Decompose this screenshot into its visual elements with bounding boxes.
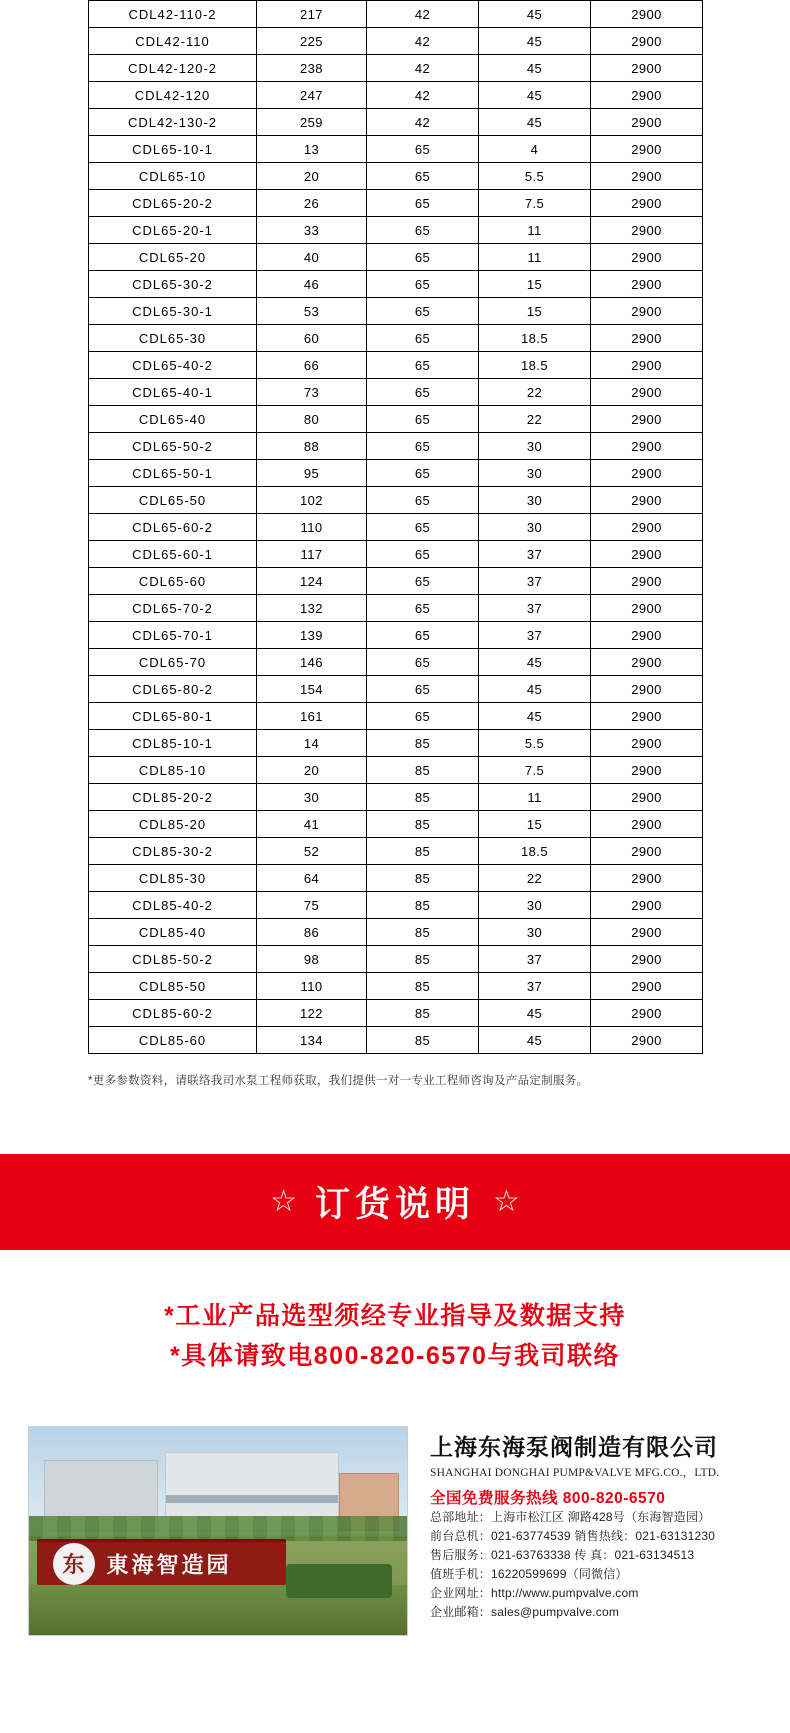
cell-value: 20	[257, 757, 367, 784]
cell-model: CDL85-60	[89, 1027, 257, 1054]
cell-value: 225	[257, 28, 367, 55]
cell-value: 60	[257, 325, 367, 352]
cell-model: CDL65-20-2	[89, 190, 257, 217]
after-sales-line: 售后服务：021-63763338 传 真：021-63134513	[430, 1548, 695, 1562]
cell-value: 73	[257, 379, 367, 406]
entrance-wall	[37, 1539, 286, 1585]
cell-value: 2900	[591, 514, 703, 541]
cell-value: 53	[257, 298, 367, 325]
company-footer	[0, 1416, 790, 1658]
cell-value: 2900	[591, 28, 703, 55]
table-row	[89, 325, 703, 352]
company-website[interactable]: 企业网址：http://www.pumpvalve.com	[430, 1586, 639, 1600]
cell-value: 80	[257, 406, 367, 433]
cell-value: 65	[367, 622, 479, 649]
table-row	[89, 352, 703, 379]
cell-value: 2900	[591, 649, 703, 676]
cell-value: 85	[367, 1000, 479, 1027]
table-row	[89, 838, 703, 865]
cell-value: 11	[479, 784, 591, 811]
cell-value: 15	[479, 811, 591, 838]
cell-value: 85	[367, 973, 479, 1000]
table-row	[89, 730, 703, 757]
cell-value: 45	[479, 55, 591, 82]
cell-model: CDL65-30-1	[89, 298, 257, 325]
table-row	[89, 892, 703, 919]
cell-model: CDL65-70-2	[89, 595, 257, 622]
cell-value: 2900	[591, 946, 703, 973]
cell-value: 2900	[591, 919, 703, 946]
cell-value: 65	[367, 514, 479, 541]
cell-value: 42	[367, 82, 479, 109]
cell-model: CDL85-30	[89, 865, 257, 892]
cell-value: 86	[257, 919, 367, 946]
cell-value: 41	[257, 811, 367, 838]
table-row	[89, 487, 703, 514]
cell-value: 45	[479, 82, 591, 109]
company-email[interactable]: 企业邮箱：sales@pumpvalve.com	[430, 1605, 620, 1619]
cell-value: 2900	[591, 433, 703, 460]
cell-value: 2900	[591, 298, 703, 325]
table-row	[89, 703, 703, 730]
cell-model: CDL42-120	[89, 82, 257, 109]
cell-value: 33	[257, 217, 367, 244]
cell-value: 65	[367, 379, 479, 406]
table-row	[89, 55, 703, 82]
cell-value: 30	[257, 784, 367, 811]
cell-model: CDL85-30-2	[89, 838, 257, 865]
cell-model: CDL65-20	[89, 244, 257, 271]
wall-text: 東海智造园	[106, 1552, 232, 1578]
table-row	[89, 163, 703, 190]
cell-model: CDL42-130-2	[89, 109, 257, 136]
cell-value: 65	[367, 298, 479, 325]
cell-model: CDL65-80-2	[89, 676, 257, 703]
cell-value: 22	[479, 406, 591, 433]
table-row	[89, 136, 703, 163]
note-line-1: *工业产品选型须经专业指导及数据支持	[164, 1302, 626, 1330]
hotline: 全国免费服务热线 800-820-6570	[430, 1490, 666, 1507]
front-desk-line: 前台总机：021-63774539 销售热线：021-63131230	[430, 1529, 716, 1543]
cell-value: 110	[257, 514, 367, 541]
cell-value: 65	[367, 568, 479, 595]
cell-model: CDL42-110-2	[89, 1, 257, 28]
cell-model: CDL65-50-2	[89, 433, 257, 460]
tree-line	[29, 1516, 407, 1541]
cell-value: 2900	[591, 1027, 703, 1054]
cell-value: 2900	[591, 838, 703, 865]
cell-value: 85	[367, 919, 479, 946]
table-row	[89, 676, 703, 703]
cell-value: 2900	[591, 244, 703, 271]
cell-model: CDL85-20	[89, 811, 257, 838]
cell-value: 37	[479, 622, 591, 649]
cell-value: 85	[367, 946, 479, 973]
cell-value: 65	[367, 703, 479, 730]
cell-value: 85	[367, 865, 479, 892]
cell-model: CDL85-10	[89, 757, 257, 784]
cell-value: 110	[257, 973, 367, 1000]
cell-value: 30	[479, 487, 591, 514]
cell-value: 2900	[591, 406, 703, 433]
cell-value: 85	[367, 730, 479, 757]
cell-value: 85	[367, 838, 479, 865]
cell-value: 2900	[591, 55, 703, 82]
table-row	[89, 946, 703, 973]
order-notes	[0, 1250, 790, 1416]
cell-value: 22	[479, 379, 591, 406]
cell-model: CDL85-50	[89, 973, 257, 1000]
table-row	[89, 406, 703, 433]
pump-spec-table	[88, 0, 703, 1054]
cell-value: 2900	[591, 460, 703, 487]
cell-value: 7.5	[479, 757, 591, 784]
cell-value: 20	[257, 163, 367, 190]
table-row	[89, 919, 703, 946]
cell-value: 45	[479, 1027, 591, 1054]
cell-value: 75	[257, 892, 367, 919]
table-row	[89, 1, 703, 28]
table-row	[89, 244, 703, 271]
cell-value: 2900	[591, 1, 703, 28]
cell-value: 42	[367, 109, 479, 136]
cell-value: 45	[479, 649, 591, 676]
cell-value: 22	[479, 865, 591, 892]
cell-value: 65	[367, 406, 479, 433]
footnote: *更多参数资料，请联络我司水泵工程师获取，我们提供一对一专业工程师咨询及产品定制服务。	[88, 1075, 589, 1087]
cell-value: 65	[367, 271, 479, 298]
cell-value: 5.5	[479, 163, 591, 190]
table-row	[89, 271, 703, 298]
duty-mobile-line: 值班手机：16220599699（同微信）	[430, 1567, 628, 1581]
order-instructions-banner	[0, 1154, 790, 1250]
cell-value: 161	[257, 703, 367, 730]
cell-value: 65	[367, 352, 479, 379]
cell-value: 45	[479, 1, 591, 28]
star-right-icon: ☆	[493, 1185, 520, 1218]
cell-value: 65	[367, 541, 479, 568]
table-row	[89, 379, 703, 406]
cell-value: 65	[367, 595, 479, 622]
cell-value: 2900	[591, 703, 703, 730]
cell-value: 2900	[591, 865, 703, 892]
hedge	[286, 1564, 392, 1597]
cell-value: 42	[367, 55, 479, 82]
cell-value: 65	[367, 676, 479, 703]
note-line-2: *具体请致电800-820-6570与我司联络	[170, 1342, 620, 1370]
cell-model: CDL65-80-1	[89, 703, 257, 730]
table-row	[89, 460, 703, 487]
cell-value: 37	[479, 541, 591, 568]
cell-value: 30	[479, 460, 591, 487]
table-row	[89, 811, 703, 838]
cell-value: 132	[257, 595, 367, 622]
cell-value: 2900	[591, 622, 703, 649]
cell-model: CDL85-20-2	[89, 784, 257, 811]
cell-model: CDL65-60-1	[89, 541, 257, 568]
cell-value: 37	[479, 946, 591, 973]
table-row	[89, 298, 703, 325]
cell-model: CDL65-10-1	[89, 136, 257, 163]
cell-value: 42	[367, 1, 479, 28]
cell-model: CDL65-40-1	[89, 379, 257, 406]
cell-value: 65	[367, 649, 479, 676]
company-address: 总部地址：上海市松江区 泖路428号（东海智造园）	[430, 1510, 711, 1524]
table-row	[89, 865, 703, 892]
cell-value: 2900	[591, 757, 703, 784]
cell-value: 2900	[591, 811, 703, 838]
cell-model: CDL65-50-1	[89, 460, 257, 487]
cell-value: 18.5	[479, 352, 591, 379]
table-row	[89, 595, 703, 622]
cell-model: CDL65-40	[89, 406, 257, 433]
cell-model: CDL65-60-2	[89, 514, 257, 541]
cell-model: CDL65-60	[89, 568, 257, 595]
cell-value: 45	[479, 109, 591, 136]
table-row	[89, 82, 703, 109]
cell-value: 98	[257, 946, 367, 973]
table-row	[89, 568, 703, 595]
star-left-icon: ☆	[270, 1185, 297, 1218]
cell-value: 2900	[591, 190, 703, 217]
cell-value: 2900	[591, 973, 703, 1000]
table-row	[89, 514, 703, 541]
cell-value: 85	[367, 811, 479, 838]
cell-model: CDL65-40-2	[89, 352, 257, 379]
cell-value: 65	[367, 487, 479, 514]
cell-value: 124	[257, 568, 367, 595]
table-row	[89, 622, 703, 649]
cell-value: 40	[257, 244, 367, 271]
cell-value: 26	[257, 190, 367, 217]
cell-value: 2900	[591, 541, 703, 568]
cell-value: 18.5	[479, 838, 591, 865]
cell-model: CDL42-110	[89, 28, 257, 55]
cell-model: CDL65-20-1	[89, 217, 257, 244]
table-row	[89, 1000, 703, 1027]
table-row	[89, 757, 703, 784]
cell-value: 65	[367, 325, 479, 352]
cell-model: CDL65-30	[89, 325, 257, 352]
cell-value: 45	[479, 676, 591, 703]
cell-value: 15	[479, 271, 591, 298]
cell-value: 85	[367, 892, 479, 919]
cell-value: 37	[479, 568, 591, 595]
cell-value: 65	[367, 163, 479, 190]
cell-value: 5.5	[479, 730, 591, 757]
cell-value: 65	[367, 244, 479, 271]
cell-value: 15	[479, 298, 591, 325]
cell-value: 146	[257, 649, 367, 676]
cell-value: 238	[257, 55, 367, 82]
table-row	[89, 649, 703, 676]
cell-value: 46	[257, 271, 367, 298]
cell-model: CDL65-50	[89, 487, 257, 514]
cell-model: CDL85-50-2	[89, 946, 257, 973]
cell-value: 88	[257, 433, 367, 460]
cell-value: 2900	[591, 892, 703, 919]
cell-value: 95	[257, 460, 367, 487]
cell-value: 45	[479, 703, 591, 730]
table-row	[89, 541, 703, 568]
cell-value: 134	[257, 1027, 367, 1054]
cell-value: 2900	[591, 730, 703, 757]
company-name-en: SHANGHAI DONGHAI PUMP&VALVE MFG.CO.，LTD.	[430, 1467, 720, 1479]
cell-value: 2900	[591, 568, 703, 595]
cell-value: 2900	[591, 271, 703, 298]
cell-value: 102	[257, 487, 367, 514]
cell-value: 37	[479, 595, 591, 622]
cell-value: 2900	[591, 1000, 703, 1027]
cell-value: 2900	[591, 379, 703, 406]
cell-value: 13	[257, 136, 367, 163]
cell-value: 85	[367, 784, 479, 811]
banner-title: 订货说明	[314, 1185, 475, 1224]
cell-model: CDL42-120-2	[89, 55, 257, 82]
cell-value: 65	[367, 460, 479, 487]
cell-value: 2900	[591, 109, 703, 136]
cell-model: CDL85-60-2	[89, 1000, 257, 1027]
factory-photo	[28, 1426, 408, 1636]
cell-value: 14	[257, 730, 367, 757]
cell-value: 11	[479, 217, 591, 244]
cell-model: CDL65-30-2	[89, 271, 257, 298]
table-row	[89, 784, 703, 811]
cell-value: 30	[479, 892, 591, 919]
cell-value: 2900	[591, 82, 703, 109]
cell-model: CDL65-70	[89, 649, 257, 676]
cell-value: 30	[479, 433, 591, 460]
cell-model: CDL85-40-2	[89, 892, 257, 919]
cell-value: 2900	[591, 676, 703, 703]
cell-value: 2900	[591, 217, 703, 244]
table-row	[89, 28, 703, 55]
cell-value: 65	[367, 190, 479, 217]
cell-value: 2900	[591, 325, 703, 352]
cell-value: 18.5	[479, 325, 591, 352]
cell-value: 259	[257, 109, 367, 136]
cell-value: 37	[479, 973, 591, 1000]
cell-value: 117	[257, 541, 367, 568]
cell-model: CDL85-10-1	[89, 730, 257, 757]
cell-value: 65	[367, 217, 479, 244]
cell-value: 45	[479, 28, 591, 55]
table-body	[89, 1, 703, 1054]
table-row	[89, 433, 703, 460]
company-info	[430, 1426, 762, 1622]
cell-value: 30	[479, 514, 591, 541]
cell-value: 66	[257, 352, 367, 379]
cell-value: 65	[367, 433, 479, 460]
cell-value: 64	[257, 865, 367, 892]
cell-value: 2900	[591, 784, 703, 811]
cell-value: 2900	[591, 595, 703, 622]
cell-value: 45	[479, 1000, 591, 1027]
cell-value: 42	[367, 28, 479, 55]
cell-value: 85	[367, 757, 479, 784]
table-row	[89, 217, 703, 244]
cell-model: CDL85-40	[89, 919, 257, 946]
cell-value: 52	[257, 838, 367, 865]
cell-value: 85	[367, 1027, 479, 1054]
cell-value: 139	[257, 622, 367, 649]
cell-value: 7.5	[479, 190, 591, 217]
cell-value: 122	[257, 1000, 367, 1027]
table-row	[89, 1027, 703, 1054]
cell-value: 4	[479, 136, 591, 163]
cell-value: 247	[257, 82, 367, 109]
table-row	[89, 109, 703, 136]
table-row	[89, 973, 703, 1000]
company-name-cn: 上海东海泵阀制造有限公司	[430, 1434, 718, 1460]
cell-value: 2900	[591, 163, 703, 190]
cell-value: 11	[479, 244, 591, 271]
cell-value: 30	[479, 919, 591, 946]
cell-value: 2900	[591, 352, 703, 379]
cell-value: 217	[257, 1, 367, 28]
cell-value: 65	[367, 136, 479, 163]
table-row	[89, 190, 703, 217]
cell-model: CDL65-70-1	[89, 622, 257, 649]
company-emblem-icon: 东	[53, 1543, 95, 1585]
cell-value: 2900	[591, 136, 703, 163]
cell-model: CDL65-10	[89, 163, 257, 190]
cell-value: 2900	[591, 487, 703, 514]
cell-value: 154	[257, 676, 367, 703]
